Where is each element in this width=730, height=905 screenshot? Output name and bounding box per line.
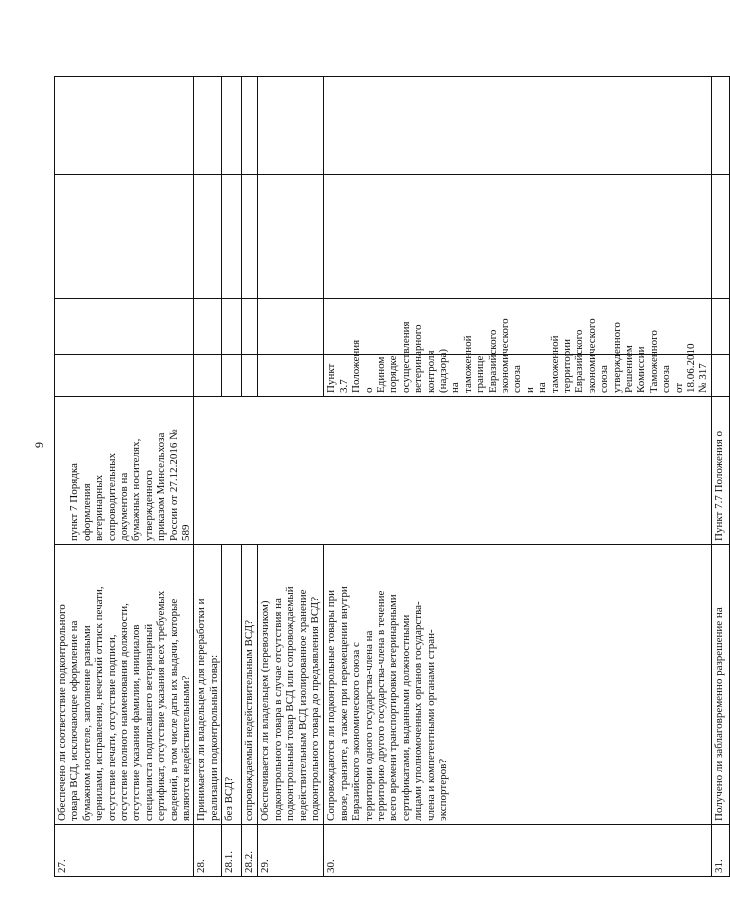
row-number: 28.1.	[222, 825, 242, 877]
table-row-28	[194, 77, 222, 877]
answer-no-cell	[55, 299, 194, 355]
row-reference	[194, 397, 711, 545]
row-question: Обеспечивается ли владельцем (перевозчиком) подконтрольного товара в случае отсутствия на подконтрольный товар ВСД или сопровождаемый недействительным ВСД изолированное хранение подконтрольного товара до предъявления ВСД?	[258, 545, 324, 825]
row-number: 27.	[55, 825, 194, 877]
row-reference: Пункт 3.7 Положения о Едином порядке осуществления ветеринарного контроля (надзора) на таможенной границе Евразийского экономического союза и на таможенной территории Евразийского экономического союза утвержденного Решением Комиссии Таможенного союза от 18.06.2010 № 317	[324, 355, 712, 397]
answer-yes-cell	[55, 355, 194, 397]
row-question: без ВСД?	[222, 545, 242, 825]
row-question: Получено ли заблаговременно разрешение на	[711, 545, 729, 825]
row-number: 28.2.	[242, 825, 258, 877]
table-row-31	[711, 77, 729, 877]
checklist-table	[54, 77, 725, 877]
row-number: 28.	[194, 825, 222, 877]
row-question: сопровождаемый недействительным ВСД?	[242, 545, 258, 825]
row-number: 31.	[711, 825, 729, 877]
page-number: 9	[32, 442, 46, 448]
checklist-grid	[54, 76, 730, 877]
row-question: Сопровождаются ли подконтрольные товары при ввозе, транзите, а также при перемещении внутри Евразийского экономического союза с территории одного государства-члена на территорию другого государства-члена в течение всего времени транспортировки ветеринарными сертификатами, выданными должностными лицами уполномоченных органов государства- члена и компетентными органами стран- экспортеров?	[324, 545, 712, 825]
answer-na-cell	[55, 175, 194, 299]
row-reference: пункт 7 Порядка оформления ветеринарных сопроводительных документов на бумажных носителях, утвержденного приказом Минсельхоза России от 27.12.2016 № 589	[55, 397, 194, 545]
row-number: 30.	[324, 825, 712, 877]
row-question: Принимается ли владельцем для переработки и реализации подконтрольный товар:	[194, 545, 222, 825]
note-cell	[55, 77, 194, 175]
row-question: Обеспечено ли соответствие подконтрольного товара ВСД, исключающее оформление на бумажном носителе, заполнение разными чернилами, исправления, нечеткий оттиск печати, отсутствие печати, отсутствие подписи, отсутствие полного наименования должности, отсутствие указания фамилии, инициалов специалиста подписавшего ветеринарный сертификат, отсутствие указания всех требуемых сведений, в том числе даты их выдачи, которые являются недействительными?	[55, 545, 194, 825]
row-reference: Пункт 7.7 Положения о	[711, 397, 729, 545]
table-row-27	[55, 77, 194, 877]
row-number: 29.	[258, 825, 324, 877]
